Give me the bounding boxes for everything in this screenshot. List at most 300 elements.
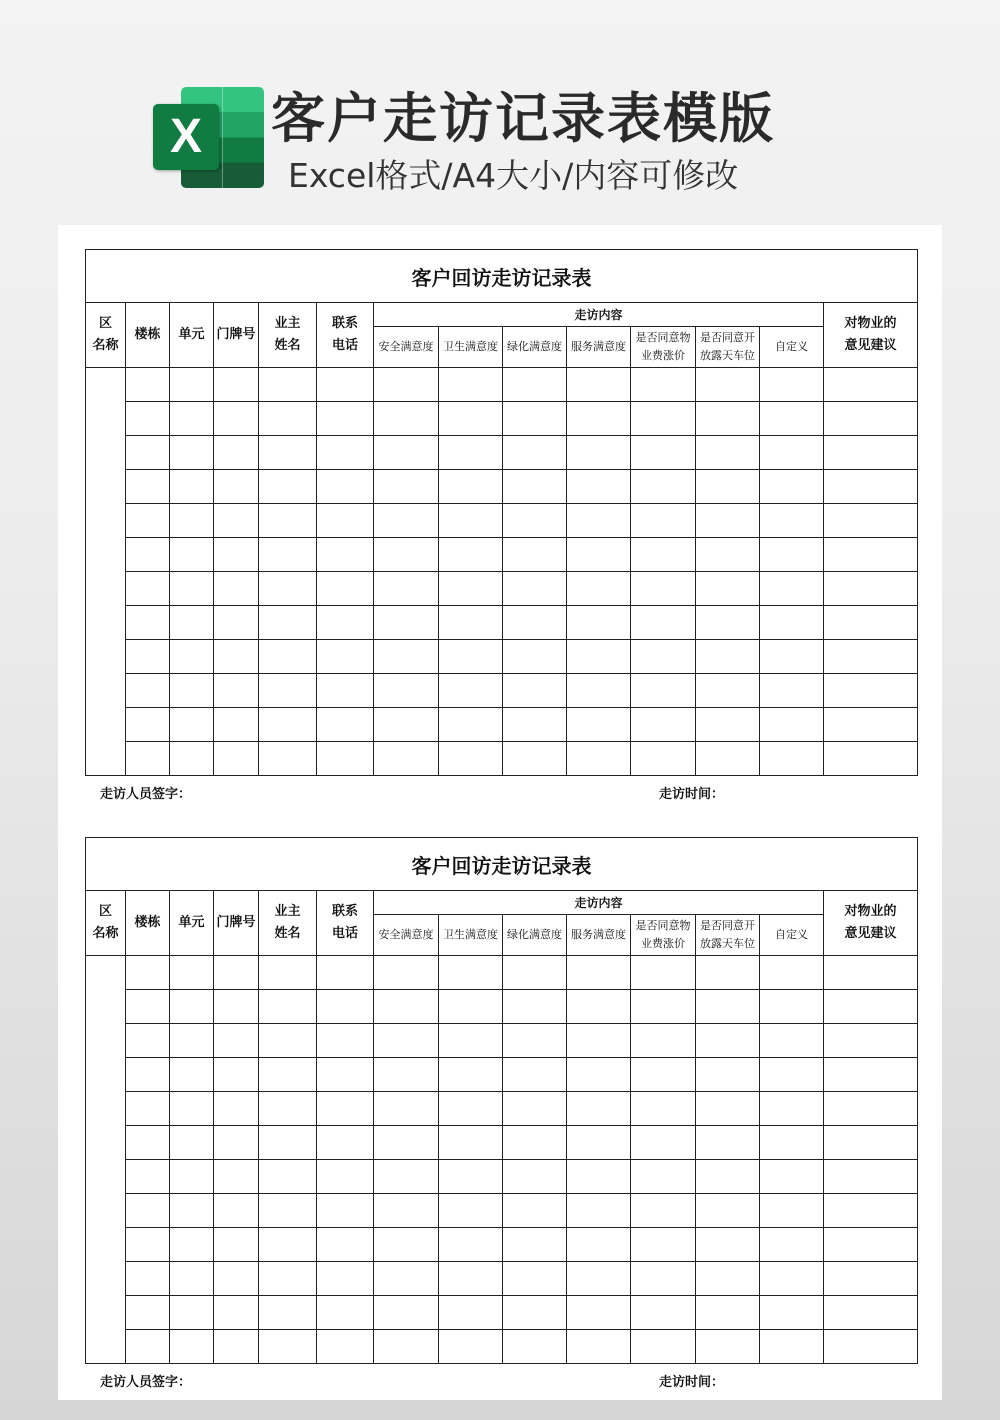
table-cell[interactable] [824,402,918,436]
table-cell[interactable] [374,990,439,1024]
table-cell[interactable] [317,402,374,436]
table-cell[interactable] [631,708,696,742]
table-cell[interactable] [824,1228,918,1262]
table-cell[interactable] [214,990,259,1024]
table-cell[interactable] [259,1330,317,1364]
district-merged-cell[interactable] [86,368,126,776]
table-cell[interactable] [317,1160,374,1194]
table-cell[interactable] [259,1228,317,1262]
table-cell[interactable] [439,990,503,1024]
table-cell[interactable] [439,956,503,990]
table-cell[interactable] [439,1228,503,1262]
table-cell[interactable] [696,470,760,504]
table-cell[interactable] [374,1296,439,1330]
table-cell[interactable] [259,956,317,990]
table-cell[interactable] [259,674,317,708]
table-cell[interactable] [503,742,567,776]
table-cell[interactable] [439,1058,503,1092]
table-cell[interactable] [170,1092,214,1126]
table-cell[interactable] [760,1126,824,1160]
table-cell[interactable] [317,538,374,572]
table-cell[interactable] [170,708,214,742]
table-cell[interactable] [696,708,760,742]
table-cell[interactable] [126,640,170,674]
table-cell[interactable] [824,368,918,402]
table-cell[interactable] [631,606,696,640]
table-cell[interactable] [170,640,214,674]
table-cell[interactable] [824,436,918,470]
table-cell[interactable] [374,572,439,606]
table-cell[interactable] [567,1262,631,1296]
table-cell[interactable] [696,990,760,1024]
table-cell[interactable] [214,674,259,708]
table-cell[interactable] [126,1262,170,1296]
table-cell[interactable] [696,538,760,572]
table-cell[interactable] [824,674,918,708]
table-cell[interactable] [631,990,696,1024]
table-cell[interactable] [317,1296,374,1330]
table-cell[interactable] [824,708,918,742]
table-cell[interactable] [439,538,503,572]
table-cell[interactable] [824,990,918,1024]
table-cell[interactable] [214,742,259,776]
table-cell[interactable] [503,1330,567,1364]
table-cell[interactable] [567,436,631,470]
table-cell[interactable] [374,1262,439,1296]
table-cell[interactable] [696,640,760,674]
table-cell[interactable] [126,1330,170,1364]
table-cell[interactable] [170,538,214,572]
table-cell[interactable] [259,1194,317,1228]
table-cell[interactable] [760,1092,824,1126]
table-cell[interactable] [696,436,760,470]
table-cell[interactable] [214,956,259,990]
table-cell[interactable] [439,1160,503,1194]
table-cell[interactable] [259,436,317,470]
table-cell[interactable] [170,1024,214,1058]
table-cell[interactable] [760,742,824,776]
table-cell[interactable] [824,606,918,640]
table-cell[interactable] [214,1228,259,1262]
table-cell[interactable] [374,1194,439,1228]
table-cell[interactable] [259,1126,317,1160]
table-cell[interactable] [439,742,503,776]
table-cell[interactable] [374,436,439,470]
table-cell[interactable] [696,368,760,402]
table-cell[interactable] [317,368,374,402]
table-cell[interactable] [317,1092,374,1126]
table-cell[interactable] [374,1058,439,1092]
table-cell[interactable] [567,640,631,674]
table-cell[interactable] [824,1330,918,1364]
table-cell[interactable] [567,1228,631,1262]
table-cell[interactable] [317,1058,374,1092]
table-cell[interactable] [374,742,439,776]
table-cell[interactable] [760,1194,824,1228]
table-cell[interactable] [214,402,259,436]
table-cell[interactable] [567,742,631,776]
table-cell[interactable] [126,402,170,436]
table-cell[interactable] [824,538,918,572]
table-cell[interactable] [567,504,631,538]
table-cell[interactable] [439,1330,503,1364]
table-cell[interactable] [760,436,824,470]
table-cell[interactable] [631,572,696,606]
table-cell[interactable] [439,1092,503,1126]
table-cell[interactable] [214,1194,259,1228]
table-cell[interactable] [631,538,696,572]
table-cell[interactable] [824,956,918,990]
table-cell[interactable] [259,572,317,606]
table-cell[interactable] [214,1296,259,1330]
table-cell[interactable] [696,1058,760,1092]
table-cell[interactable] [170,1058,214,1092]
table-cell[interactable] [126,1024,170,1058]
table-cell[interactable] [317,956,374,990]
table-cell[interactable] [317,1330,374,1364]
table-cell[interactable] [631,1194,696,1228]
table-cell[interactable] [214,572,259,606]
table-cell[interactable] [696,606,760,640]
table-cell[interactable] [631,1262,696,1296]
table-cell[interactable] [439,606,503,640]
table-cell[interactable] [374,504,439,538]
table-cell[interactable] [760,990,824,1024]
table-cell[interactable] [503,368,567,402]
table-cell[interactable] [760,1296,824,1330]
table-cell[interactable] [170,368,214,402]
table-cell[interactable] [567,1092,631,1126]
table-cell[interactable] [259,402,317,436]
table-cell[interactable] [374,1092,439,1126]
table-cell[interactable] [126,572,170,606]
table-cell[interactable] [170,990,214,1024]
table-cell[interactable] [126,1160,170,1194]
table-cell[interactable] [631,1058,696,1092]
table-cell[interactable] [760,708,824,742]
table-cell[interactable] [170,572,214,606]
table-cell[interactable] [696,1126,760,1160]
table-cell[interactable] [259,708,317,742]
table-cell[interactable] [374,538,439,572]
table-cell[interactable] [126,538,170,572]
table-cell[interactable] [696,1296,760,1330]
table-cell[interactable] [439,1262,503,1296]
table-cell[interactable] [170,1194,214,1228]
table-cell[interactable] [214,368,259,402]
table-cell[interactable] [631,956,696,990]
table-cell[interactable] [824,470,918,504]
table-cell[interactable] [374,368,439,402]
table-cell[interactable] [374,1228,439,1262]
table-cell[interactable] [170,1126,214,1160]
table-cell[interactable] [824,1160,918,1194]
table-cell[interactable] [259,368,317,402]
table-cell[interactable] [503,538,567,572]
table-cell[interactable] [374,956,439,990]
table-cell[interactable] [567,708,631,742]
table-cell[interactable] [214,1024,259,1058]
table-cell[interactable] [126,504,170,538]
table-cell[interactable] [126,368,170,402]
table-cell[interactable] [317,436,374,470]
table-cell[interactable] [170,1262,214,1296]
table-cell[interactable] [170,470,214,504]
table-cell[interactable] [170,956,214,990]
table-cell[interactable] [126,1296,170,1330]
table-cell[interactable] [214,1126,259,1160]
table-cell[interactable] [503,708,567,742]
table-cell[interactable] [696,402,760,436]
table-cell[interactable] [317,1126,374,1160]
table-cell[interactable] [214,606,259,640]
table-cell[interactable] [760,640,824,674]
table-cell[interactable] [503,436,567,470]
table-cell[interactable] [567,1194,631,1228]
table-cell[interactable] [631,640,696,674]
table-cell[interactable] [503,1092,567,1126]
table-cell[interactable] [760,572,824,606]
table-cell[interactable] [567,368,631,402]
table-cell[interactable] [824,742,918,776]
table-cell[interactable] [567,1296,631,1330]
table-cell[interactable] [126,1126,170,1160]
table-cell[interactable] [824,640,918,674]
table-cell[interactable] [567,572,631,606]
table-cell[interactable] [259,538,317,572]
table-cell[interactable] [824,1092,918,1126]
table-cell[interactable] [259,640,317,674]
table-cell[interactable] [696,572,760,606]
table-cell[interactable] [374,1126,439,1160]
table-cell[interactable] [374,1160,439,1194]
table-cell[interactable] [259,1160,317,1194]
table-cell[interactable] [439,470,503,504]
table-cell[interactable] [696,674,760,708]
table-cell[interactable] [760,368,824,402]
table-cell[interactable] [760,402,824,436]
table-cell[interactable] [317,1228,374,1262]
table-cell[interactable] [317,470,374,504]
table-cell[interactable] [439,674,503,708]
table-cell[interactable] [439,402,503,436]
table-cell[interactable] [374,1024,439,1058]
table-cell[interactable] [259,1092,317,1126]
table-cell[interactable] [259,1058,317,1092]
table-cell[interactable] [503,1228,567,1262]
table-cell[interactable] [126,990,170,1024]
table-cell[interactable] [696,956,760,990]
table-cell[interactable] [696,742,760,776]
table-cell[interactable] [126,1194,170,1228]
table-cell[interactable] [760,470,824,504]
table-cell[interactable] [760,1262,824,1296]
table-cell[interactable] [567,470,631,504]
table-cell[interactable] [567,956,631,990]
table-cell[interactable] [374,402,439,436]
table-cell[interactable] [374,674,439,708]
table-cell[interactable] [631,504,696,538]
table-cell[interactable] [567,1058,631,1092]
table-cell[interactable] [631,1126,696,1160]
table-cell[interactable] [374,606,439,640]
table-cell[interactable] [170,1228,214,1262]
table-cell[interactable] [503,1296,567,1330]
table-cell[interactable] [760,504,824,538]
table-cell[interactable] [439,1024,503,1058]
table-cell[interactable] [503,504,567,538]
table-cell[interactable] [696,1228,760,1262]
table-cell[interactable] [824,1024,918,1058]
table-cell[interactable] [317,606,374,640]
table-cell[interactable] [317,990,374,1024]
table-cell[interactable] [503,674,567,708]
table-cell[interactable] [439,1194,503,1228]
table-cell[interactable] [696,1092,760,1126]
table-cell[interactable] [696,1330,760,1364]
table-cell[interactable] [439,1126,503,1160]
table-cell[interactable] [696,504,760,538]
table-cell[interactable] [824,1058,918,1092]
table-cell[interactable] [214,708,259,742]
table-cell[interactable] [631,1024,696,1058]
table-cell[interactable] [214,640,259,674]
table-cell[interactable] [214,1330,259,1364]
table-cell[interactable] [503,1058,567,1092]
table-cell[interactable] [567,1024,631,1058]
table-cell[interactable] [503,956,567,990]
table-cell[interactable] [126,436,170,470]
table-cell[interactable] [439,1296,503,1330]
table-cell[interactable] [503,470,567,504]
table-cell[interactable] [824,1296,918,1330]
table-cell[interactable] [631,1296,696,1330]
table-cell[interactable] [259,742,317,776]
table-cell[interactable] [170,504,214,538]
table-cell[interactable] [631,674,696,708]
table-cell[interactable] [439,436,503,470]
table-cell[interactable] [503,572,567,606]
table-cell[interactable] [170,1296,214,1330]
table-cell[interactable] [126,1058,170,1092]
table-cell[interactable] [214,470,259,504]
table-cell[interactable] [760,674,824,708]
table-cell[interactable] [439,640,503,674]
table-cell[interactable] [439,708,503,742]
table-cell[interactable] [696,1194,760,1228]
table-cell[interactable] [126,470,170,504]
table-cell[interactable] [503,1024,567,1058]
table-cell[interactable] [126,1092,170,1126]
table-cell[interactable] [631,1330,696,1364]
table-cell[interactable] [126,674,170,708]
table-cell[interactable] [503,606,567,640]
table-cell[interactable] [824,1262,918,1296]
table-cell[interactable] [760,956,824,990]
table-cell[interactable] [439,368,503,402]
table-cell[interactable] [374,708,439,742]
table-cell[interactable] [439,572,503,606]
table-cell[interactable] [126,742,170,776]
table-cell[interactable] [760,1024,824,1058]
table-cell[interactable] [760,1160,824,1194]
table-cell[interactable] [760,1330,824,1364]
table-cell[interactable] [259,1024,317,1058]
table-cell[interactable] [374,1330,439,1364]
table-cell[interactable] [503,990,567,1024]
table-cell[interactable] [214,504,259,538]
table-cell[interactable] [503,1194,567,1228]
table-cell[interactable] [317,572,374,606]
table-cell[interactable] [631,742,696,776]
table-cell[interactable] [631,470,696,504]
table-cell[interactable] [259,1296,317,1330]
table-cell[interactable] [824,1194,918,1228]
table-cell[interactable] [214,1092,259,1126]
district-merged-cell[interactable] [86,956,126,1364]
table-cell[interactable] [259,990,317,1024]
table-cell[interactable] [567,674,631,708]
table-cell[interactable] [760,606,824,640]
table-cell[interactable] [317,1024,374,1058]
table-cell[interactable] [567,990,631,1024]
table-cell[interactable] [214,1058,259,1092]
table-cell[interactable] [696,1024,760,1058]
table-cell[interactable] [170,1330,214,1364]
table-cell[interactable] [170,674,214,708]
table-cell[interactable] [503,1262,567,1296]
table-cell[interactable] [824,572,918,606]
table-cell[interactable] [259,606,317,640]
table-cell[interactable] [439,504,503,538]
table-cell[interactable] [317,640,374,674]
table-cell[interactable] [567,1126,631,1160]
table-cell[interactable] [259,1262,317,1296]
table-cell[interactable] [824,1126,918,1160]
table-cell[interactable] [259,504,317,538]
table-cell[interactable] [631,1160,696,1194]
table-cell[interactable] [170,402,214,436]
table-cell[interactable] [317,708,374,742]
table-cell[interactable] [824,504,918,538]
table-cell[interactable] [760,1228,824,1262]
table-cell[interactable] [170,1160,214,1194]
table-cell[interactable] [567,1330,631,1364]
table-cell[interactable] [259,470,317,504]
table-cell[interactable] [567,1160,631,1194]
table-cell[interactable] [214,538,259,572]
table-cell[interactable] [631,368,696,402]
table-cell[interactable] [214,436,259,470]
table-cell[interactable] [567,538,631,572]
table-cell[interactable] [631,1092,696,1126]
table-cell[interactable] [631,1228,696,1262]
table-cell[interactable] [214,1262,259,1296]
table-cell[interactable] [170,436,214,470]
table-cell[interactable] [170,742,214,776]
table-cell[interactable] [126,606,170,640]
table-cell[interactable] [503,1160,567,1194]
table-cell[interactable] [170,606,214,640]
table-cell[interactable] [317,742,374,776]
table-cell[interactable] [760,1058,824,1092]
table-cell[interactable] [503,1126,567,1160]
table-cell[interactable] [317,674,374,708]
table-cell[interactable] [317,504,374,538]
table-cell[interactable] [214,1160,259,1194]
table-cell[interactable] [631,402,696,436]
table-cell[interactable] [374,470,439,504]
